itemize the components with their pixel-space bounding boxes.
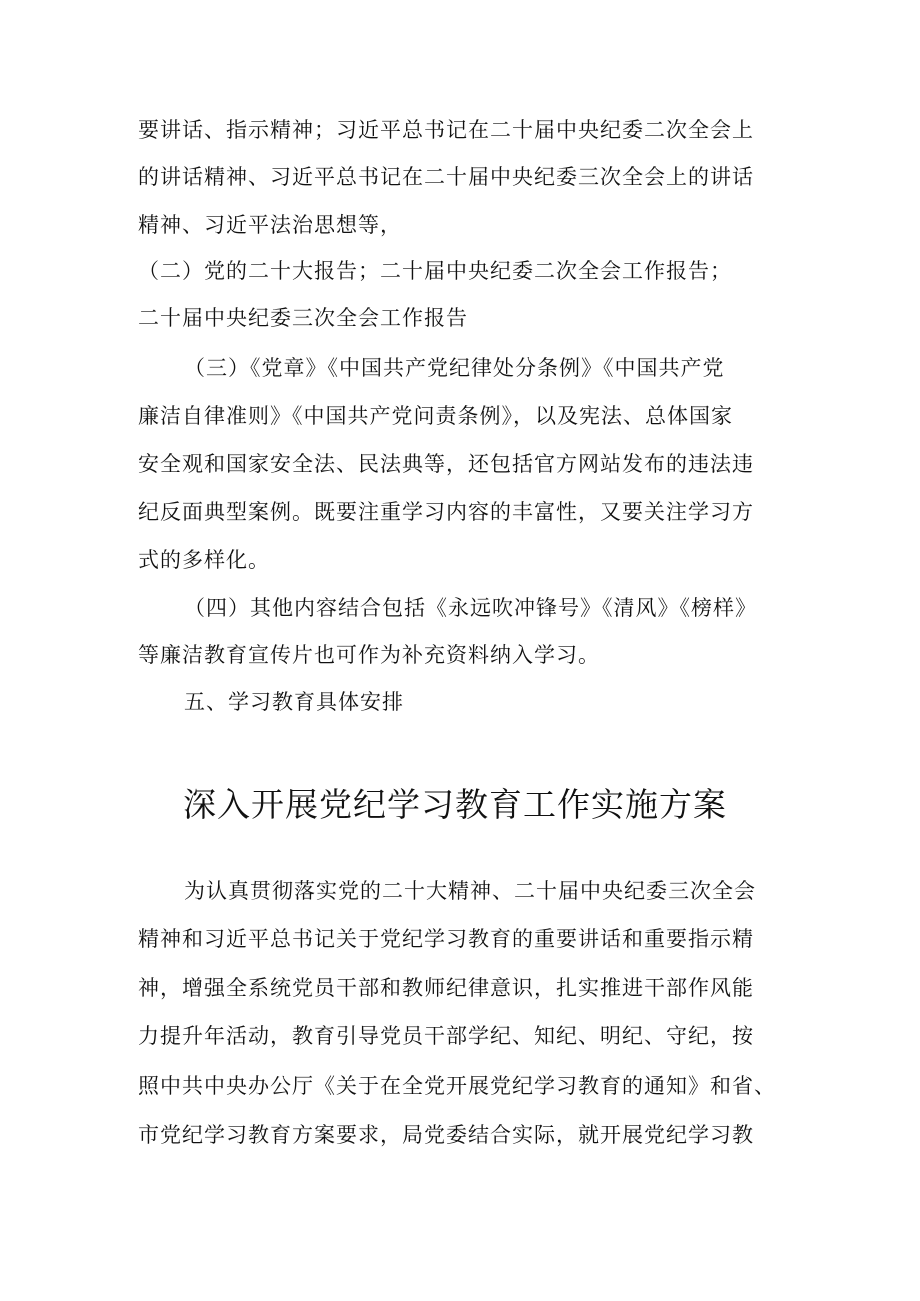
list-item-4-line: （四）其他内容结合包括《永远吹冲锋号》《清风》《榜样》 — [184, 596, 757, 620]
intro-paragraph-line: 神，增强全系统党员干部和教师纪律意识，扎实推进干部作风能 — [138, 976, 754, 1000]
intro-paragraph-line: 照中共中央办公厅《关于在全党开展党纪学习教育的通知》和省、 — [138, 1074, 776, 1098]
list-item-3-line: 安全观和国家安全法、民法典等，还包括官方网站发布的违法违 — [138, 452, 754, 476]
document-title: 深入开展党纪学习教育工作实施方案 — [183, 785, 727, 824]
intro-paragraph-line: 力提升年活动，教育引导党员干部学纪、知纪、明纪、守纪，按 — [138, 1024, 754, 1048]
list-item-4-line: 等廉洁教育宣传片也可作为补充资料纳入学习。 — [138, 643, 600, 667]
intro-paragraph-line: 精神和习近平总书记关于党纪学习教育的重要讲话和重要指示精 — [138, 927, 754, 951]
list-item-2-line: 二十届中央纪委三次全会工作报告 — [138, 306, 468, 330]
intro-paragraph-line: 为认真贯彻落实党的二十大精神、二十届中央纪委三次全会 — [184, 879, 756, 903]
intro-paragraph-line: 市党纪学习教育方案要求，局党委结合实际，就开展党纪学习教 — [138, 1123, 754, 1147]
list-item-3-line: 式的多样化。 — [138, 548, 270, 572]
list-item-3-line: （三）《党章》《中国共产党纪律处分条例》《中国共产党 — [184, 356, 725, 380]
list-item-3-line: 廉洁自律准则》《中国共产党问责条例》，以及宪法、总体国家 — [138, 404, 733, 428]
text-line: 要讲话、指示精神；习近平总书记在二十届中央纪委二次全会上 — [138, 118, 754, 142]
section-heading: 五、学习教育具体安排 — [184, 690, 404, 714]
list-item-3-line: 纪反面典型案例。既要注重学习内容的丰富性，又要关注学习方 — [138, 500, 754, 524]
list-item-2-line: （二）党的二十大报告；二十届中央纪委二次全会工作报告； — [138, 259, 732, 283]
text-line: 的讲话精神、习近平总书记在二十届中央纪委三次全会上的讲话 — [138, 165, 754, 189]
text-line: 精神、习近平法治思想等， — [138, 213, 402, 237]
